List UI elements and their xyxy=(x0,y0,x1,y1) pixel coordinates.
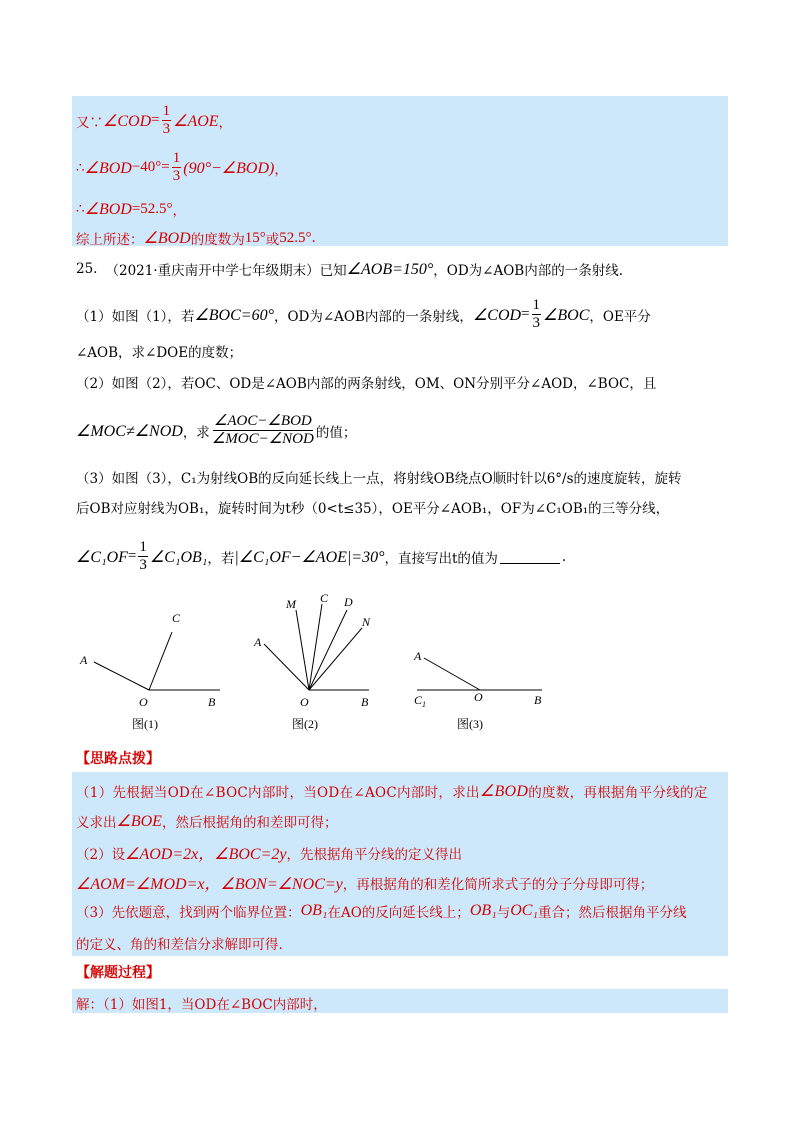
top-line-3 xyxy=(76,199,186,219)
text: 后OB对应射线为OB₁，旋转时间为t秒（0<t≤35），OE平分∠AOB₁，OF为∠C₁OB₁的三等分线， xyxy=(76,501,670,517)
math: ∠MOC≠∠NOD xyxy=(76,422,183,440)
math: ∠C₁OF xyxy=(76,548,128,566)
text: ，再根据角的和差化简所求式子的分子分母即可得； xyxy=(342,876,654,893)
problem-part-3 xyxy=(76,467,682,487)
text: ，OD为∠AOB内部的一条射线， xyxy=(273,308,473,325)
text: 的值； xyxy=(315,424,357,441)
text: ， xyxy=(218,114,233,131)
fraction xyxy=(532,298,542,331)
label-a: A xyxy=(254,635,262,649)
text: ， xyxy=(274,161,288,178)
text: ，求 xyxy=(182,424,210,441)
math: 52.5° xyxy=(279,229,312,246)
hint-line-2 xyxy=(76,811,337,831)
text: 在AO的反向延长线上； xyxy=(327,905,470,921)
label-d: D xyxy=(344,595,353,609)
fraction xyxy=(162,104,172,137)
text: 的定义、角的和差信分求解即可得. xyxy=(76,937,283,953)
hint-line-1 xyxy=(76,781,708,801)
hint-line-3 xyxy=(76,841,462,864)
math: ∠AOD=2x，∠BOC=2y xyxy=(125,846,287,863)
math: ∠BOE xyxy=(116,813,162,830)
fraction-num: 1 xyxy=(172,150,181,166)
hint-line-4 xyxy=(76,871,653,894)
math: ∠BOD xyxy=(84,159,132,177)
label-c1: C xyxy=(414,693,423,707)
text: 又∵ xyxy=(76,114,103,131)
top-line-4 xyxy=(76,228,316,248)
math: ∠AOE xyxy=(173,112,219,130)
text: ，然后根据角的和差即可得； xyxy=(161,815,338,831)
ray-oa xyxy=(424,658,480,690)
figure-2 xyxy=(253,591,371,731)
text: ∴ xyxy=(76,201,85,217)
fraction xyxy=(172,151,182,184)
fraction-num: 1 xyxy=(532,297,541,313)
hint-title: 【思路点拨】 xyxy=(76,751,160,767)
figure-3-caption: 图(3) xyxy=(457,717,483,731)
text: （2）如图（2），若OC、OD是∠AOB内部的两条射线，OM、ON分别平分∠AOD，∠BOC，且 xyxy=(76,376,657,392)
label-m: M xyxy=(286,597,296,611)
math: = xyxy=(521,306,530,322)
fraction-den: 3 xyxy=(139,557,147,573)
math: OB₁ xyxy=(300,902,328,919)
figure-1 xyxy=(79,611,220,731)
label-c1-sub: 1 xyxy=(422,700,426,709)
top-line-1 xyxy=(76,104,232,137)
text: ，直接写出t的值为 xyxy=(384,550,498,567)
hint-line-6 xyxy=(76,933,283,953)
problem-stem xyxy=(76,259,623,279)
label-c: C xyxy=(320,591,329,605)
text: 已知 xyxy=(319,263,347,279)
figures-svg xyxy=(72,590,548,738)
math: ∠C₁OB₁ xyxy=(149,548,208,566)
text: （1）如图（1），若 xyxy=(76,308,195,325)
problem-part-2-cont xyxy=(76,414,356,447)
label-a: A xyxy=(80,653,88,667)
math: ∠BOD xyxy=(84,201,132,218)
solution-title: 【解题过程】 xyxy=(76,965,160,981)
text: （1）先根据当OD在∠BOC内部时，当OD在∠AOC内部时，求出 xyxy=(76,785,480,801)
fraction-den: 3 xyxy=(532,315,541,331)
math: OC₁ xyxy=(510,902,538,919)
text: 义求出 xyxy=(76,815,117,831)
answer-blank xyxy=(500,549,560,564)
solution-line-1 xyxy=(76,993,327,1013)
figure-2-caption: 图(2) xyxy=(292,717,318,731)
label-c: C xyxy=(172,611,181,625)
figure-3 xyxy=(413,649,542,731)
text: 重合；然后根据角平分线 xyxy=(538,905,687,921)
math: ∠BOD xyxy=(479,783,529,800)
label-b: B xyxy=(361,695,369,709)
label-a: A xyxy=(414,649,422,663)
label-o: O xyxy=(300,695,309,709)
text: ，若 xyxy=(207,550,235,567)
text: ， xyxy=(172,203,187,219)
math: = xyxy=(161,159,170,175)
math: = xyxy=(127,548,137,564)
math: −40° xyxy=(131,159,162,175)
math: |∠C₁OF−∠AOE|=30° xyxy=(234,548,385,566)
math: ∠BOD xyxy=(143,230,191,247)
math: ∠BOC=60° xyxy=(194,306,274,324)
math: 15° xyxy=(244,229,266,246)
fraction-den: 3 xyxy=(162,121,171,137)
math: = xyxy=(151,112,160,128)
fraction xyxy=(138,540,148,573)
problem-part-3-cont xyxy=(76,497,669,517)
label-b: B xyxy=(208,695,216,709)
text: 的度数，再根据角平分线的定 xyxy=(528,785,708,801)
text: . xyxy=(561,548,567,565)
figure-1-caption: 图(1) xyxy=(132,717,158,731)
text: 解：（1）如图1，当OD在∠BOC内部时， xyxy=(76,997,327,1013)
fraction-num: 1 xyxy=(162,103,171,119)
text: . xyxy=(311,230,316,246)
problem-part-1-cont xyxy=(76,341,242,361)
text: 综上所述： xyxy=(76,232,144,248)
math: ∠AOB=150° xyxy=(346,261,434,278)
text: （3）先依题意，找到两个临界位置： xyxy=(76,905,301,921)
label-o: O xyxy=(139,695,148,709)
math: =52.5° xyxy=(131,200,173,217)
hint-line-5 xyxy=(76,901,687,921)
text: ∠AOB，求∠DOE的度数； xyxy=(76,345,243,361)
fraction-num: ∠AOC−∠BOD xyxy=(213,413,312,429)
text: 与 xyxy=(496,905,511,921)
math: (90°−∠BOD) xyxy=(183,159,275,177)
math: ∠AOM=∠MOD=x，∠BON=∠NOC=y xyxy=(76,876,343,893)
text: （2）设 xyxy=(76,846,126,863)
math: ∠COD xyxy=(472,306,522,324)
fraction-num: 1 xyxy=(139,539,147,555)
text: （3）如图（3），C₁为射线OB的反向延长线上一点，将射线OB绕点O顺时针以6°/s的速度旋转，旋转 xyxy=(76,471,682,487)
label-o: O xyxy=(474,690,483,704)
text: 或 xyxy=(265,232,280,248)
text: 的度数为 xyxy=(190,232,245,248)
top-line-2 xyxy=(76,151,288,184)
problem-part-1 xyxy=(76,298,651,331)
problem-source: （2021·重庆南开中学七年级期末） xyxy=(105,263,320,279)
text: ，OE平分 xyxy=(589,308,651,325)
text: ，先根据角平分线的定义得出 xyxy=(286,846,462,863)
text: ∴ xyxy=(76,159,85,176)
math: ∠BOC xyxy=(543,306,590,324)
label-n: N xyxy=(362,615,371,629)
ray-oc xyxy=(149,632,172,690)
text: ，OD为∠AOB内部的一条射线. xyxy=(433,263,624,279)
ray-oa xyxy=(94,662,149,690)
fraction-den: 3 xyxy=(172,168,181,184)
math: ∠COD xyxy=(103,112,152,130)
figures-panel xyxy=(72,590,548,738)
label-b: B xyxy=(534,693,542,707)
math: OB₁ xyxy=(469,902,497,919)
fraction-den: ∠MOC−∠NOD xyxy=(211,431,314,447)
problem-part-2 xyxy=(76,372,656,392)
fraction xyxy=(212,414,314,447)
problem-part-3-cont2 xyxy=(76,540,566,573)
problem-number: 25. xyxy=(76,261,98,277)
